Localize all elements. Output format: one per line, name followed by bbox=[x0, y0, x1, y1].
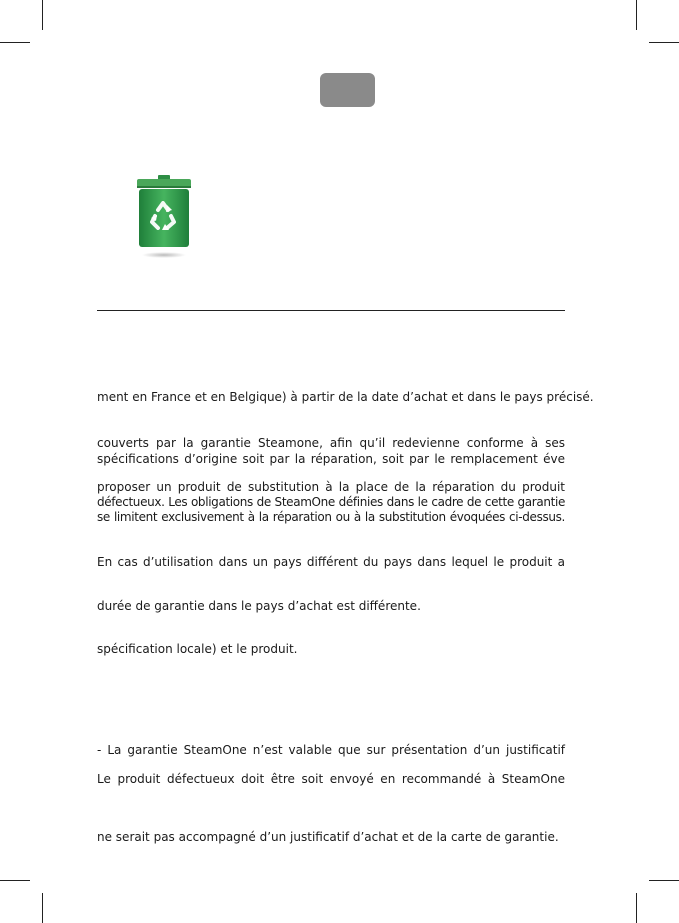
text-line-12: ne serait pas accompagné d’un justificatif d’achat et de la carte de garantie. bbox=[97, 830, 559, 844]
text-line-1: ment en France et en Belgique) à partir de la date d’achat et dans le pays précisé. bbox=[97, 390, 594, 404]
crop-mark-top-left-h bbox=[0, 42, 30, 43]
text-line-5: défectueux. Les obligations de SteamOne définies dans le cadre de cette garantie bbox=[97, 495, 565, 509]
crop-mark-top-right-h bbox=[649, 42, 679, 43]
crop-mark-bottom-left-h bbox=[0, 880, 30, 881]
text-line-2: couverts par la garantie Steamone, afin qu’il redevienne conforme à ses bbox=[97, 436, 565, 450]
text-line-3: spécifications d’origine soit par la réparation, soit par le remplacement éve bbox=[97, 452, 565, 466]
recycle-bin-icon bbox=[134, 172, 194, 260]
crop-mark-bottom-left-v bbox=[42, 893, 43, 923]
crop-mark-top-right-v bbox=[636, 0, 637, 30]
crop-mark-bottom-right-v bbox=[636, 893, 637, 923]
crop-mark-top-left-v bbox=[42, 0, 43, 30]
text-line-11: Le produit défectueux doit être soit envoyé en recommandé à SteamOne bbox=[97, 772, 565, 786]
text-line-8: durée de garantie dans le pays d’achat est différente. bbox=[97, 599, 421, 613]
crop-mark-bottom-right-h bbox=[649, 880, 679, 881]
section-divider bbox=[97, 310, 565, 311]
text-line-7: En cas d’utilisation dans un pays différent du pays dans lequel le produit a bbox=[97, 555, 565, 569]
page-tab-marker bbox=[320, 73, 375, 107]
text-line-6: se limitent exclusivement à la réparation ou à la substitution évoquées ci-dessus. bbox=[97, 510, 565, 524]
text-line-4: proposer un produit de substitution à la place de la réparation du produit bbox=[97, 480, 565, 494]
text-line-10: - La garantie SteamOne n’est valable que sur présentation d’un justificatif bbox=[97, 743, 565, 757]
text-line-9: spécification locale) et le produit. bbox=[97, 642, 298, 656]
